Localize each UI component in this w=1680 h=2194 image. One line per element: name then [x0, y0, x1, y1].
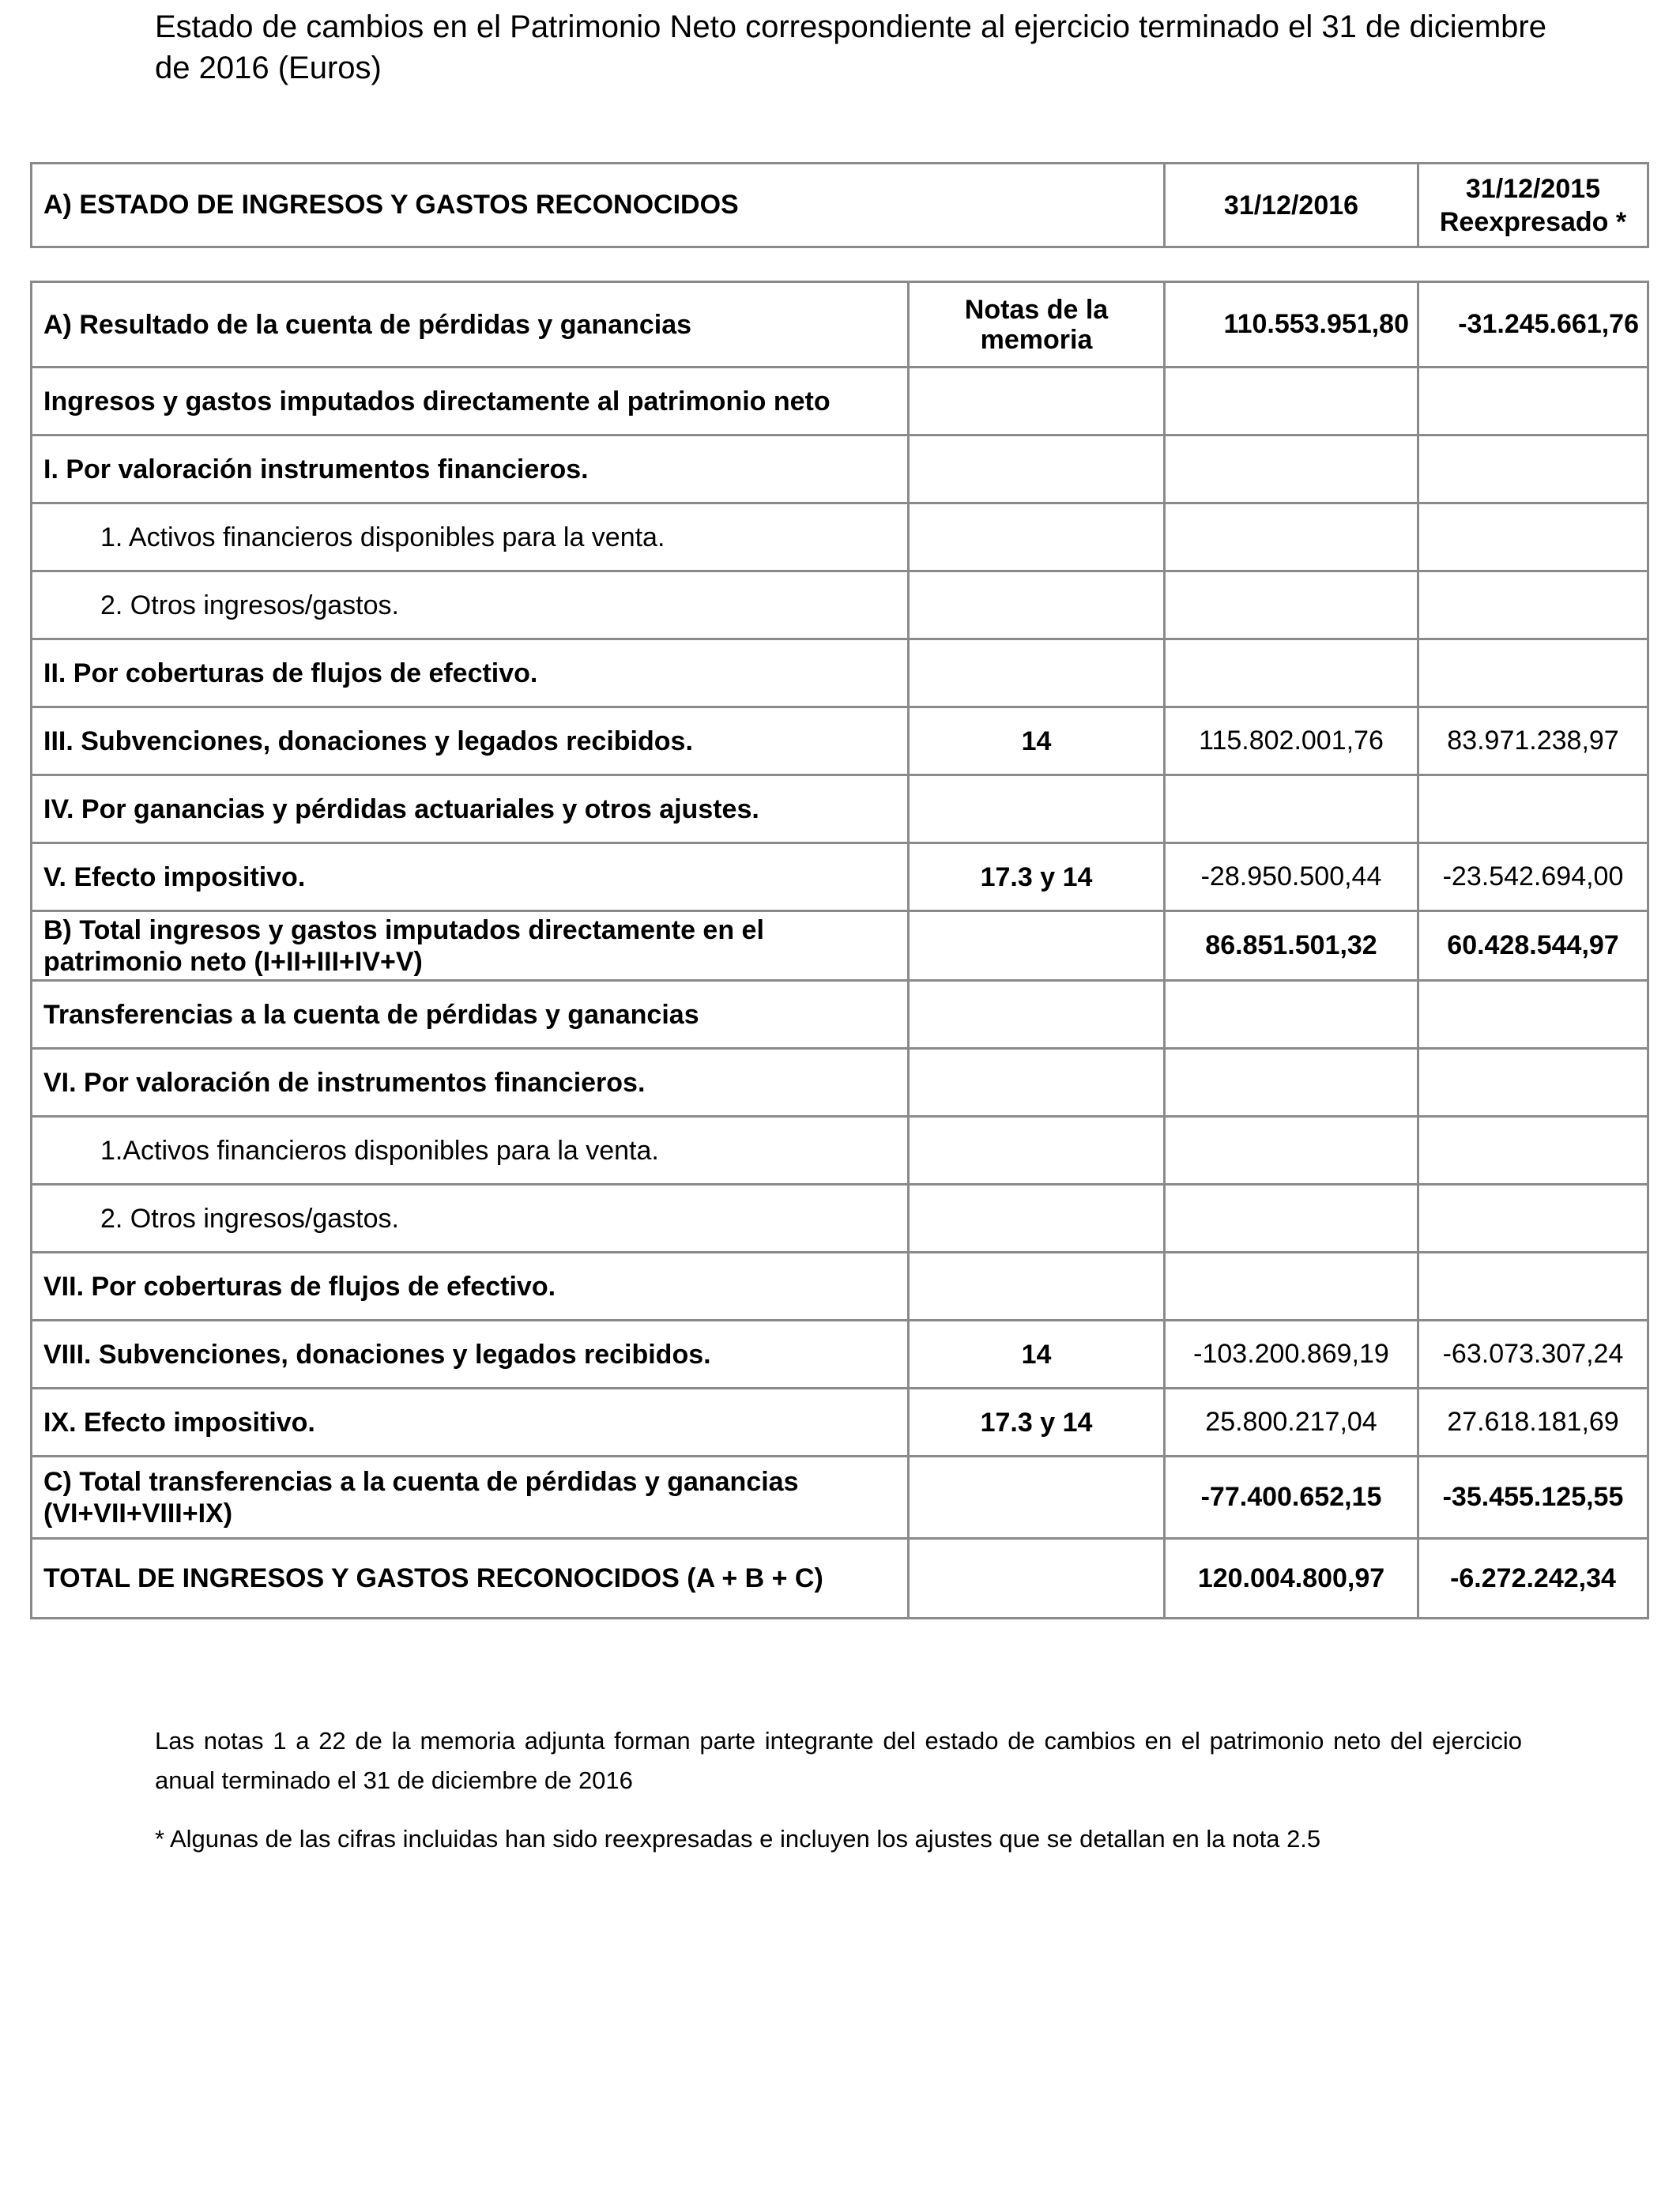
- statement-table: [30, 281, 1649, 1619]
- row-value-2016: [1165, 981, 1418, 1049]
- row-value-2016: [1165, 1253, 1418, 1321]
- row-value-2016: -28.950.500,44: [1165, 843, 1418, 911]
- section-header-row: [32, 164, 1648, 247]
- row-value-2015: -23.542.694,00: [1418, 843, 1648, 911]
- row-value-2015: [1418, 981, 1648, 1049]
- row-note: [909, 1457, 1165, 1539]
- row-value-2015: -63.073.307,24: [1418, 1321, 1648, 1389]
- column-header-2015-date: 31/12/2015: [1465, 173, 1601, 204]
- table-row: [32, 368, 1648, 435]
- row-note: 14: [909, 707, 1165, 775]
- row-label: Transferencias a la cuenta de pérdidas y ganancias: [32, 981, 909, 1049]
- page-title: Estado de cambios en el Patrimonio Neto correspondiente al ejercicio terminado el 31 de diciembre de 2016 (Euros): [155, 9, 1546, 85]
- table-row: [32, 981, 1648, 1049]
- row-value-2016: 120.004.800,97: [1165, 1539, 1418, 1619]
- row-note: [909, 639, 1165, 707]
- row-note: [909, 1117, 1165, 1185]
- row-note: [909, 1185, 1165, 1253]
- table-row: [32, 503, 1648, 571]
- row-note: [909, 775, 1165, 843]
- row-value-2015: 83.971.238,97: [1418, 707, 1648, 775]
- row-value-2016: [1165, 1117, 1418, 1185]
- row-label: Ingresos y gastos imputados directamente al patrimonio neto: [32, 368, 909, 435]
- row-value-2015: [1418, 368, 1648, 435]
- row-value-2016: [1165, 639, 1418, 707]
- footnote-restated: * Algunas de las cifras incluidas han sido reexpresadas e incluyen los ajustes que se detallan en la nota 2.5: [155, 1825, 1321, 1853]
- table-row: [32, 1049, 1648, 1117]
- row-label: VIII. Subvenciones, donaciones y legados recibidos.: [32, 1321, 909, 1389]
- table-row: [32, 707, 1648, 775]
- row-value-2016: [1165, 571, 1418, 639]
- row-label: 1. Activos financieros disponibles para la venta.: [32, 503, 909, 571]
- table-row: [32, 843, 1648, 911]
- row-note: Notas de la memoria: [909, 282, 1165, 368]
- row-label: TOTAL DE INGRESOS Y GASTOS RECONOCIDOS (A + B + C): [32, 1539, 909, 1619]
- row-label: 1.Activos financieros disponibles para la venta.: [32, 1117, 909, 1185]
- row-value-2016: [1165, 368, 1418, 435]
- row-value-2015: -6.272.242,34: [1418, 1539, 1648, 1619]
- row-note: 17.3 y 14: [909, 1389, 1165, 1457]
- row-value-2015: -31.245.661,76: [1418, 282, 1648, 368]
- table-row: [32, 1389, 1648, 1457]
- row-label: V. Efecto impositivo.: [32, 843, 909, 911]
- row-note: [909, 1253, 1165, 1321]
- table-row: [32, 639, 1648, 707]
- row-value-2016: 110.553.951,80: [1165, 282, 1418, 368]
- row-value-2015: [1418, 503, 1648, 571]
- row-value-2015: [1418, 1185, 1648, 1253]
- table-row: [32, 435, 1648, 503]
- row-value-2015: [1418, 1049, 1648, 1117]
- row-label: B) Total ingresos y gastos imputados directamente en el patrimonio neto (I+II+III+IV+V): [32, 911, 909, 981]
- row-value-2016: -77.400.652,15: [1165, 1457, 1418, 1539]
- column-header-2015: [1418, 164, 1648, 247]
- table-row: [32, 1539, 1648, 1619]
- row-note: 17.3 y 14: [909, 843, 1165, 911]
- row-note: [909, 1539, 1165, 1619]
- table-row: [32, 1457, 1648, 1539]
- row-note: [909, 571, 1165, 639]
- row-label: IV. Por ganancias y pérdidas actuariales y otros ajustes.: [32, 775, 909, 843]
- row-note: [909, 503, 1165, 571]
- table-row: [32, 775, 1648, 843]
- row-value-2016: -103.200.869,19: [1165, 1321, 1418, 1389]
- row-label: III. Subvenciones, donaciones y legados recibidos.: [32, 707, 909, 775]
- column-header-2015-restated: Reexpresado *: [1439, 206, 1627, 237]
- row-label: VI. Por valoración de instrumentos financieros.: [32, 1049, 909, 1117]
- row-value-2015: [1418, 1253, 1648, 1321]
- row-note: [909, 368, 1165, 435]
- row-note: [909, 911, 1165, 981]
- row-label: 2. Otros ingresos/gastos.: [32, 571, 909, 639]
- row-value-2015: [1418, 571, 1648, 639]
- row-label: I. Por valoración instrumentos financieros.: [32, 435, 909, 503]
- row-value-2015: [1418, 1117, 1648, 1185]
- row-label: C) Total transferencias a la cuenta de pérdidas y ganancias (VI+VII+VIII+IX): [32, 1457, 909, 1539]
- row-label: A) Resultado de la cuenta de pérdidas y ganancias: [32, 282, 909, 368]
- row-value-2015: 27.618.181,69: [1418, 1389, 1648, 1457]
- row-value-2016: 25.800.217,04: [1165, 1389, 1418, 1457]
- row-value-2016: [1165, 1049, 1418, 1117]
- row-label: IX. Efecto impositivo.: [32, 1389, 909, 1457]
- table-row: [32, 571, 1648, 639]
- row-value-2015: [1418, 435, 1648, 503]
- row-label: II. Por coberturas de flujos de efectivo.: [32, 639, 909, 707]
- table-row: [32, 911, 1648, 981]
- row-value-2015: 60.428.544,97: [1418, 911, 1648, 981]
- row-note: [909, 435, 1165, 503]
- section-header-table: [30, 162, 1649, 248]
- row-label: VII. Por coberturas de flujos de efectivo.: [32, 1253, 909, 1321]
- table-row: [32, 1253, 1648, 1321]
- row-value-2016: [1165, 435, 1418, 503]
- table-row: [32, 1321, 1648, 1389]
- row-value-2015: -35.455.125,55: [1418, 1457, 1648, 1539]
- section-title: A) ESTADO DE INGRESOS Y GASTOS RECONOCIDOS: [32, 164, 1165, 247]
- row-note: [909, 981, 1165, 1049]
- row-value-2016: 86.851.501,32: [1165, 911, 1418, 981]
- table-row: [32, 1185, 1648, 1253]
- row-value-2016: 115.802.001,76: [1165, 707, 1418, 775]
- table-row: [32, 1117, 1648, 1185]
- row-note: 14: [909, 1321, 1165, 1389]
- row-label: 2. Otros ingresos/gastos.: [32, 1185, 909, 1253]
- row-note: [909, 1049, 1165, 1117]
- row-value-2016: [1165, 1185, 1418, 1253]
- column-header-2016: 31/12/2016: [1165, 164, 1418, 247]
- footnote-notes: Las notas 1 a 22 de la memoria adjunta forman parte integrante del estado de cambios en el patrimonio neto del ejercicio anual terminado el 31 de diciembre de 2016: [155, 1727, 1522, 1794]
- row-value-2016: [1165, 775, 1418, 843]
- row-value-2015: [1418, 639, 1648, 707]
- row-value-2015: [1418, 775, 1648, 843]
- row-value-2016: [1165, 503, 1418, 571]
- table-row: [32, 282, 1648, 368]
